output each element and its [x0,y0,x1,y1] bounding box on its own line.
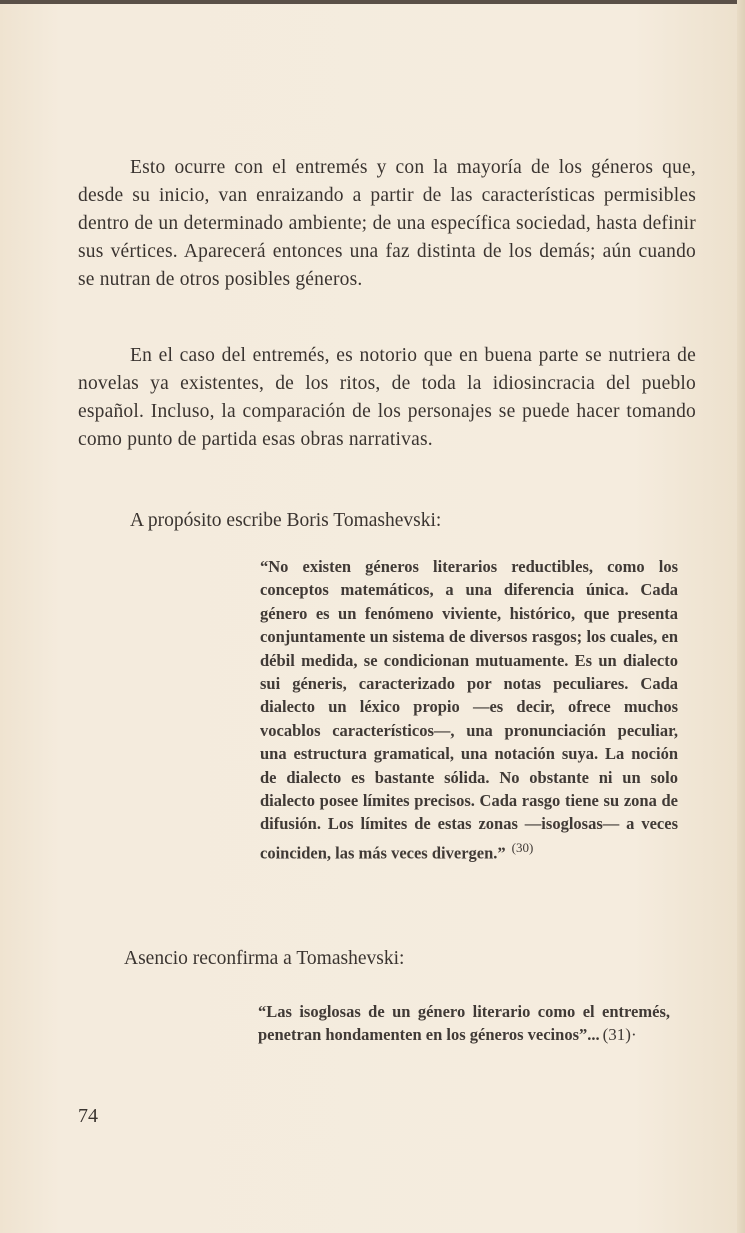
paragraph-3: A propósito escribe Boris Tomashevski: [130,510,442,531]
quote-2-text: “Las isoglosas de un género literario como el entremés, penetran hondamenten en los géneros vecinos”... [258,1002,670,1045]
top-edge-rule [0,0,745,4]
paragraph-1-text: Esto ocurre con el entremés y con la mayoría de los géneros que, desde su inicio, van enraizando a partir de las características permisibles dentro de un determinado ambiente; de una específica sociedad, hasta definir sus vértices. Aparecerá entonces una faz distinta de los demás; aún cuando se nutran de otros posibles géneros. [78,157,696,290]
footnote-ref-31: (31)· [602,1025,637,1045]
page-number: 74 [78,1105,98,1127]
block-quote-tomashevski [260,555,678,865]
page-right-edge [737,0,745,1233]
footnote-ref-30: (30) [511,839,534,855]
paragraph-2-text: En el caso del entremés, es notorio que en buena parte se nutriera de novelas ya existentes, de los ritos, de toda la idiosincracia del pueblo español. Incluso, la comparación de los personajes se puede hacer tomando como punto de partida esas obras narrativas. [78,345,696,450]
paragraph-4: Asencio reconfirma a Tomashevski: [124,948,405,969]
block-quote-asencio [258,1000,670,1047]
paragraph-2 [78,342,696,454]
paragraph-1 [78,154,696,294]
quote-1-text: “No existen géneros literarios reductibles, como los conceptos matemáticos, a una diferencia única. Cada género es un fenómeno viviente, histórico, que presenta conjuntamente un sistema de diversos rasgos; los cuales, en débil medida, se condicionan mutuamente. Es un dialecto sui géneris, caracterizado por notas peculiares. Cada dialecto un léxico propio —es decir, ofrece muchos vocablos característicos—, una pronunciación peculiar, una estructura gramatical, una notación suya. La noción de dialecto es bastante sólida. No obstante ni un solo dialecto posee límites precisos. Cada rasgo tiene su zona de difusión. Los límites de estas zonas —isoglosas— a veces coinciden, las más veces divergen.” [260,557,678,863]
